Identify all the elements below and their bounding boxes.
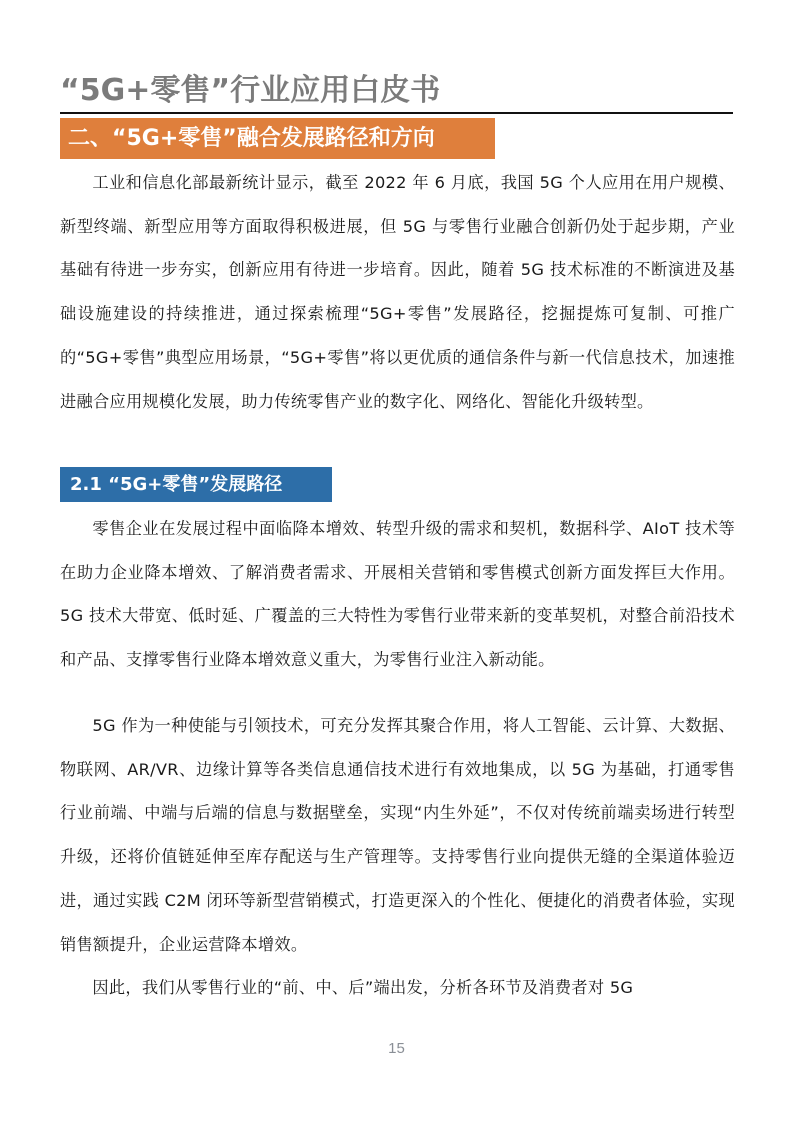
subsection-heading: 2.1 “5G+零售”发展路径: [60, 467, 332, 502]
body-paragraph: 零售企业在发展过程中面临降本增效、转型升级的需求和契机，数据科学、AIoT 技术等在助力企业降本增效、了解消费者需求、开展相关营销和零售模式创新方面发挥巨大作用。5G 技术大带宽、低时延、广覆盖的三大特性为零售行业带来新的变革契机，对整合前沿技术和产品、支撑零售行业降本增效意义重大，为零售行业注入新动能。: [60, 519, 735, 670]
body-paragraph: 5G 作为一种使能与引领技术，可充分发挥其聚合作用，将人工智能、云计算、大数据、物联网、AR/VR、边缘计算等各类信息通信技术进行有效地集成，以 5G 为基础，打通零售行业前端、中端与后端的信息与数据壁垒，实现“内生外延”，不仅对传统前端卖场进行转型升级，还将价值链延伸至库存配送与生产管理等。支持零售行业向提供无缝的全渠道体验迈进，通过实践 C2M 闭环等新型营销模式，打造更深入的个性化、便捷化的消费者体验，实现销售额提升，企业运营降本增效。: [60, 716, 735, 954]
body-paragraph: 因此，我们从零售行业的“前、中、后”端出发，分析各环节及消费者对 5G: [92, 978, 634, 997]
body-paragraph: 工业和信息化部最新统计显示，截至 2022 年 6 月底，我国 5G 个人应用在用户规模、新型终端、新型应用等方面取得积极进展，但 5G 与零售行业融合创新仍处于起步期，产业基础有待进一步夯实，创新应用有待进一步培育。因此，随着 5G 技术标准的不断演进及基础设施建设的持续推进，通过探索梳理“5G+零售”发展路径，挖掘提炼可复制、可推广的“5G+零售”典型应用场景，“5G+零售”将以更优质的通信条件与新一代信息技术，加速推进融合应用规模化发展，助力传统零售产业的数字化、网络化、智能化升级转型。: [60, 173, 735, 411]
section-heading: 二、“5G+零售”融合发展路径和方向: [60, 118, 495, 159]
header-divider: [60, 112, 733, 114]
page-number: 15: [388, 1040, 405, 1057]
document-header-title: “5G+零售”行业应用白皮书: [60, 73, 441, 108]
